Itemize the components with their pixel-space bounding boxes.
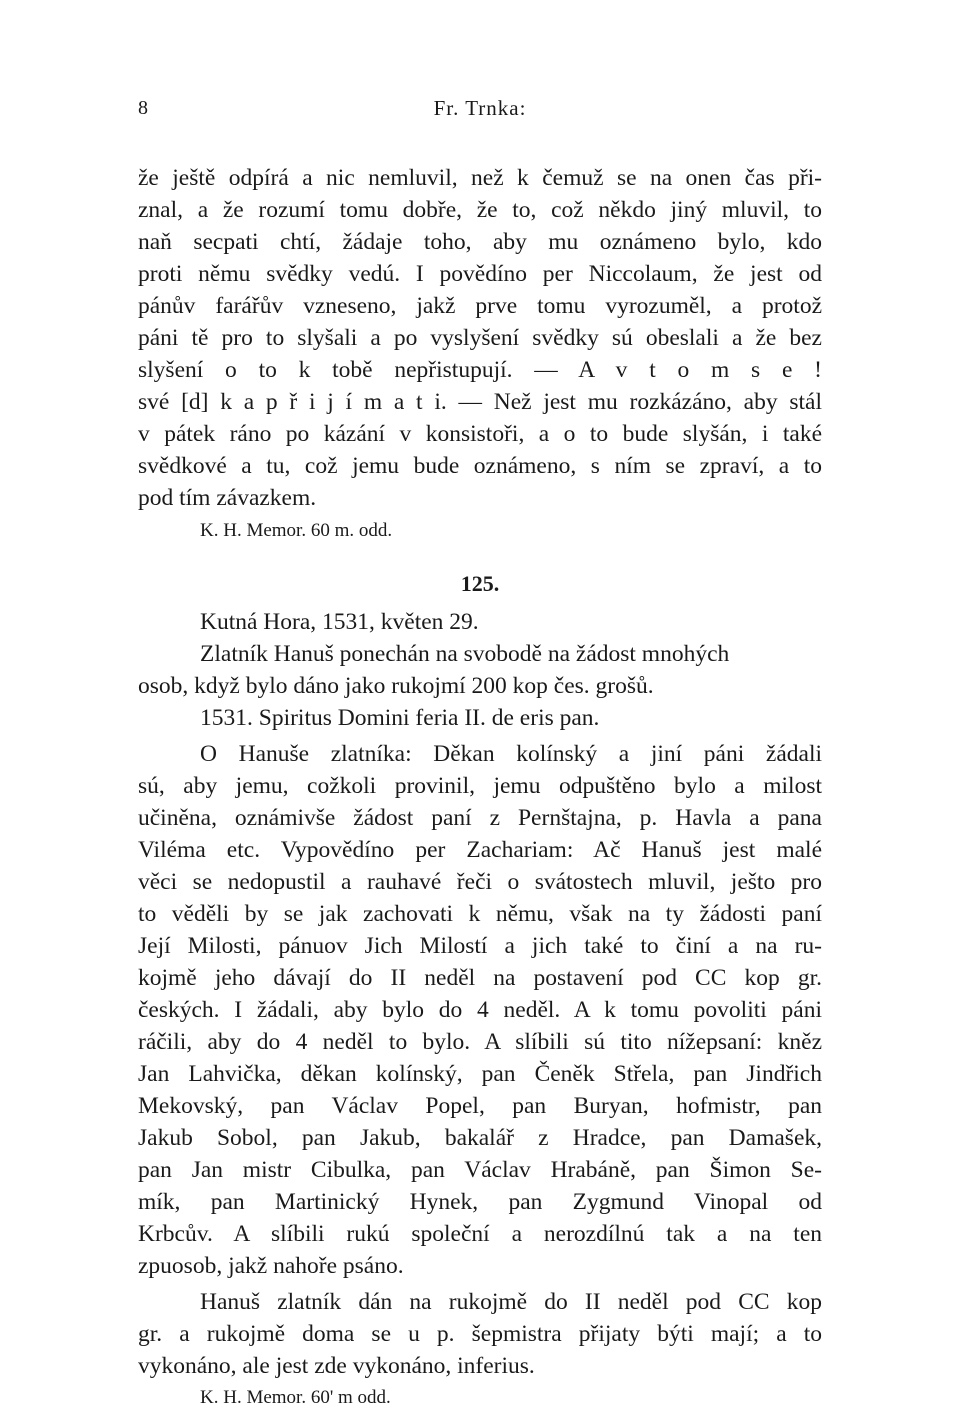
running-head: Fr. Trnka:	[433, 96, 527, 120]
text-line: učiněna, oznámivše žádost paní z Pernštajna, p. Havla a pana	[138, 805, 822, 831]
text-line: Viléma etc. Vypovědíno per Zachariam: Ač Hanuš jest malé	[138, 837, 822, 863]
text-line: to věděli by se jak zachovati k němu, však na ty žádosti paní	[138, 901, 822, 927]
text-line: O Hanuše zlatníka: Děkan kolínský a jiní páni žádali	[200, 741, 822, 767]
text-line: kojmě jeho dávají do II neděl na postavení pod CC kop gr.	[138, 965, 822, 991]
text-line: pánův farářův vzneseno, jakž prve tomu vyrozuměl, a protož	[138, 293, 822, 319]
text-line: sú, aby jemu, cožkoli provinil, jemu odpuštěno bylo a milost	[138, 773, 822, 799]
text-line: svědkové a tu, což jemu bude oznámeno, s ním se zpraví, a to	[138, 453, 822, 479]
source-reference: K. H. Memor. 60' m odd.	[200, 1387, 391, 1408]
place-date: Kutná Hora, 1531, květen 29.	[200, 609, 479, 635]
text-line: znal, a že rozumí tomu dobře, že to, což někdo jiný mluvil, to	[138, 197, 822, 223]
text-line: naň secpati chtí, žádaje toho, aby mu oznámeno bylo, kdo	[138, 229, 822, 255]
summary-line: Zlatník Hanuš ponechán na svobodě na žádost mnohých	[200, 641, 730, 667]
text-line: Jan Lahvička, děkan kolínský, pan Čeněk Střela, pan Jindřich	[138, 1061, 822, 1087]
text-line: své [d] k a p ř i j í m a t i. — Než jest mu rozkázáno, aby stál	[138, 389, 822, 415]
text-line: ráčili, aby do 4 neděl to bylo. A slíbili sú tito nížepsaní: kněz	[138, 1029, 822, 1055]
text-line: věci se nedopustil a rauhavé řeči o svátostech mluvil, ješto pro	[138, 869, 822, 895]
text-line: vykonáno, ale jest zde vykonáno, inferius.	[138, 1353, 535, 1379]
summary-line: osob, když bylo dáno jako rukojmí 200 kop čes. grošů.	[138, 673, 654, 699]
text-line: páni tě pro to slyšali a po vyslyšení svědky sú obeslali a že bez	[138, 325, 822, 351]
text-line: že ještě odpírá a nic nemluvil, než k čemuž se na onen čas při-	[138, 165, 822, 191]
text-line: pan Jan mistr Cibulka, pan Václav Hrabáně, pan Šimon Se-	[138, 1157, 822, 1183]
text-line: Jakub Sobol, pan Jakub, bakalář z Hradce, pan Damašek,	[138, 1125, 822, 1151]
dating-line: 1531. Spiritus Domini feria II. de eris pan.	[200, 705, 600, 731]
text-line: gr. a rukojmě doma se u p. šepmistra přijaty býti mají; a to	[138, 1321, 822, 1347]
text-line: českých. I žádali, aby bylo do 4 neděl. A k tomu povoliti páni	[138, 997, 822, 1023]
text-line: v pátek ráno po kázání v konsistoři, a o to bude slyšán, i také	[138, 421, 822, 447]
text-line: Hanuš zlatník dán na rukojmě do II neděl pod CC kop	[200, 1289, 822, 1315]
text-line: slyšení o to k tobě nepřistupují. — A v t o m s e !	[138, 357, 822, 383]
text-line: proti němu svědky vedú. I povědíno per Niccolaum, že jest od	[138, 261, 822, 287]
text-line: mík, pan Martinický Hynek, pan Zygmund Vinopal od	[138, 1189, 822, 1215]
page-number: 8	[138, 97, 148, 119]
text-line: zpuosob, jakž nahoře psáno.	[138, 1253, 404, 1279]
text-line: Její Milosti, pánuov Jich Milostí a jich také to činí a na ru-	[138, 933, 822, 959]
source-reference: K. H. Memor. 60 m. odd.	[200, 520, 393, 541]
text-line: Krbcův. A slíbili rukú společní a nerozdílnú tak a na ten	[138, 1221, 822, 1247]
text-line: pod tím závazkem.	[138, 485, 317, 511]
document-number: 125.	[460, 571, 500, 596]
text-line: Mekovský, pan Václav Popel, pan Buryan, hofmistr, pan	[138, 1093, 822, 1119]
